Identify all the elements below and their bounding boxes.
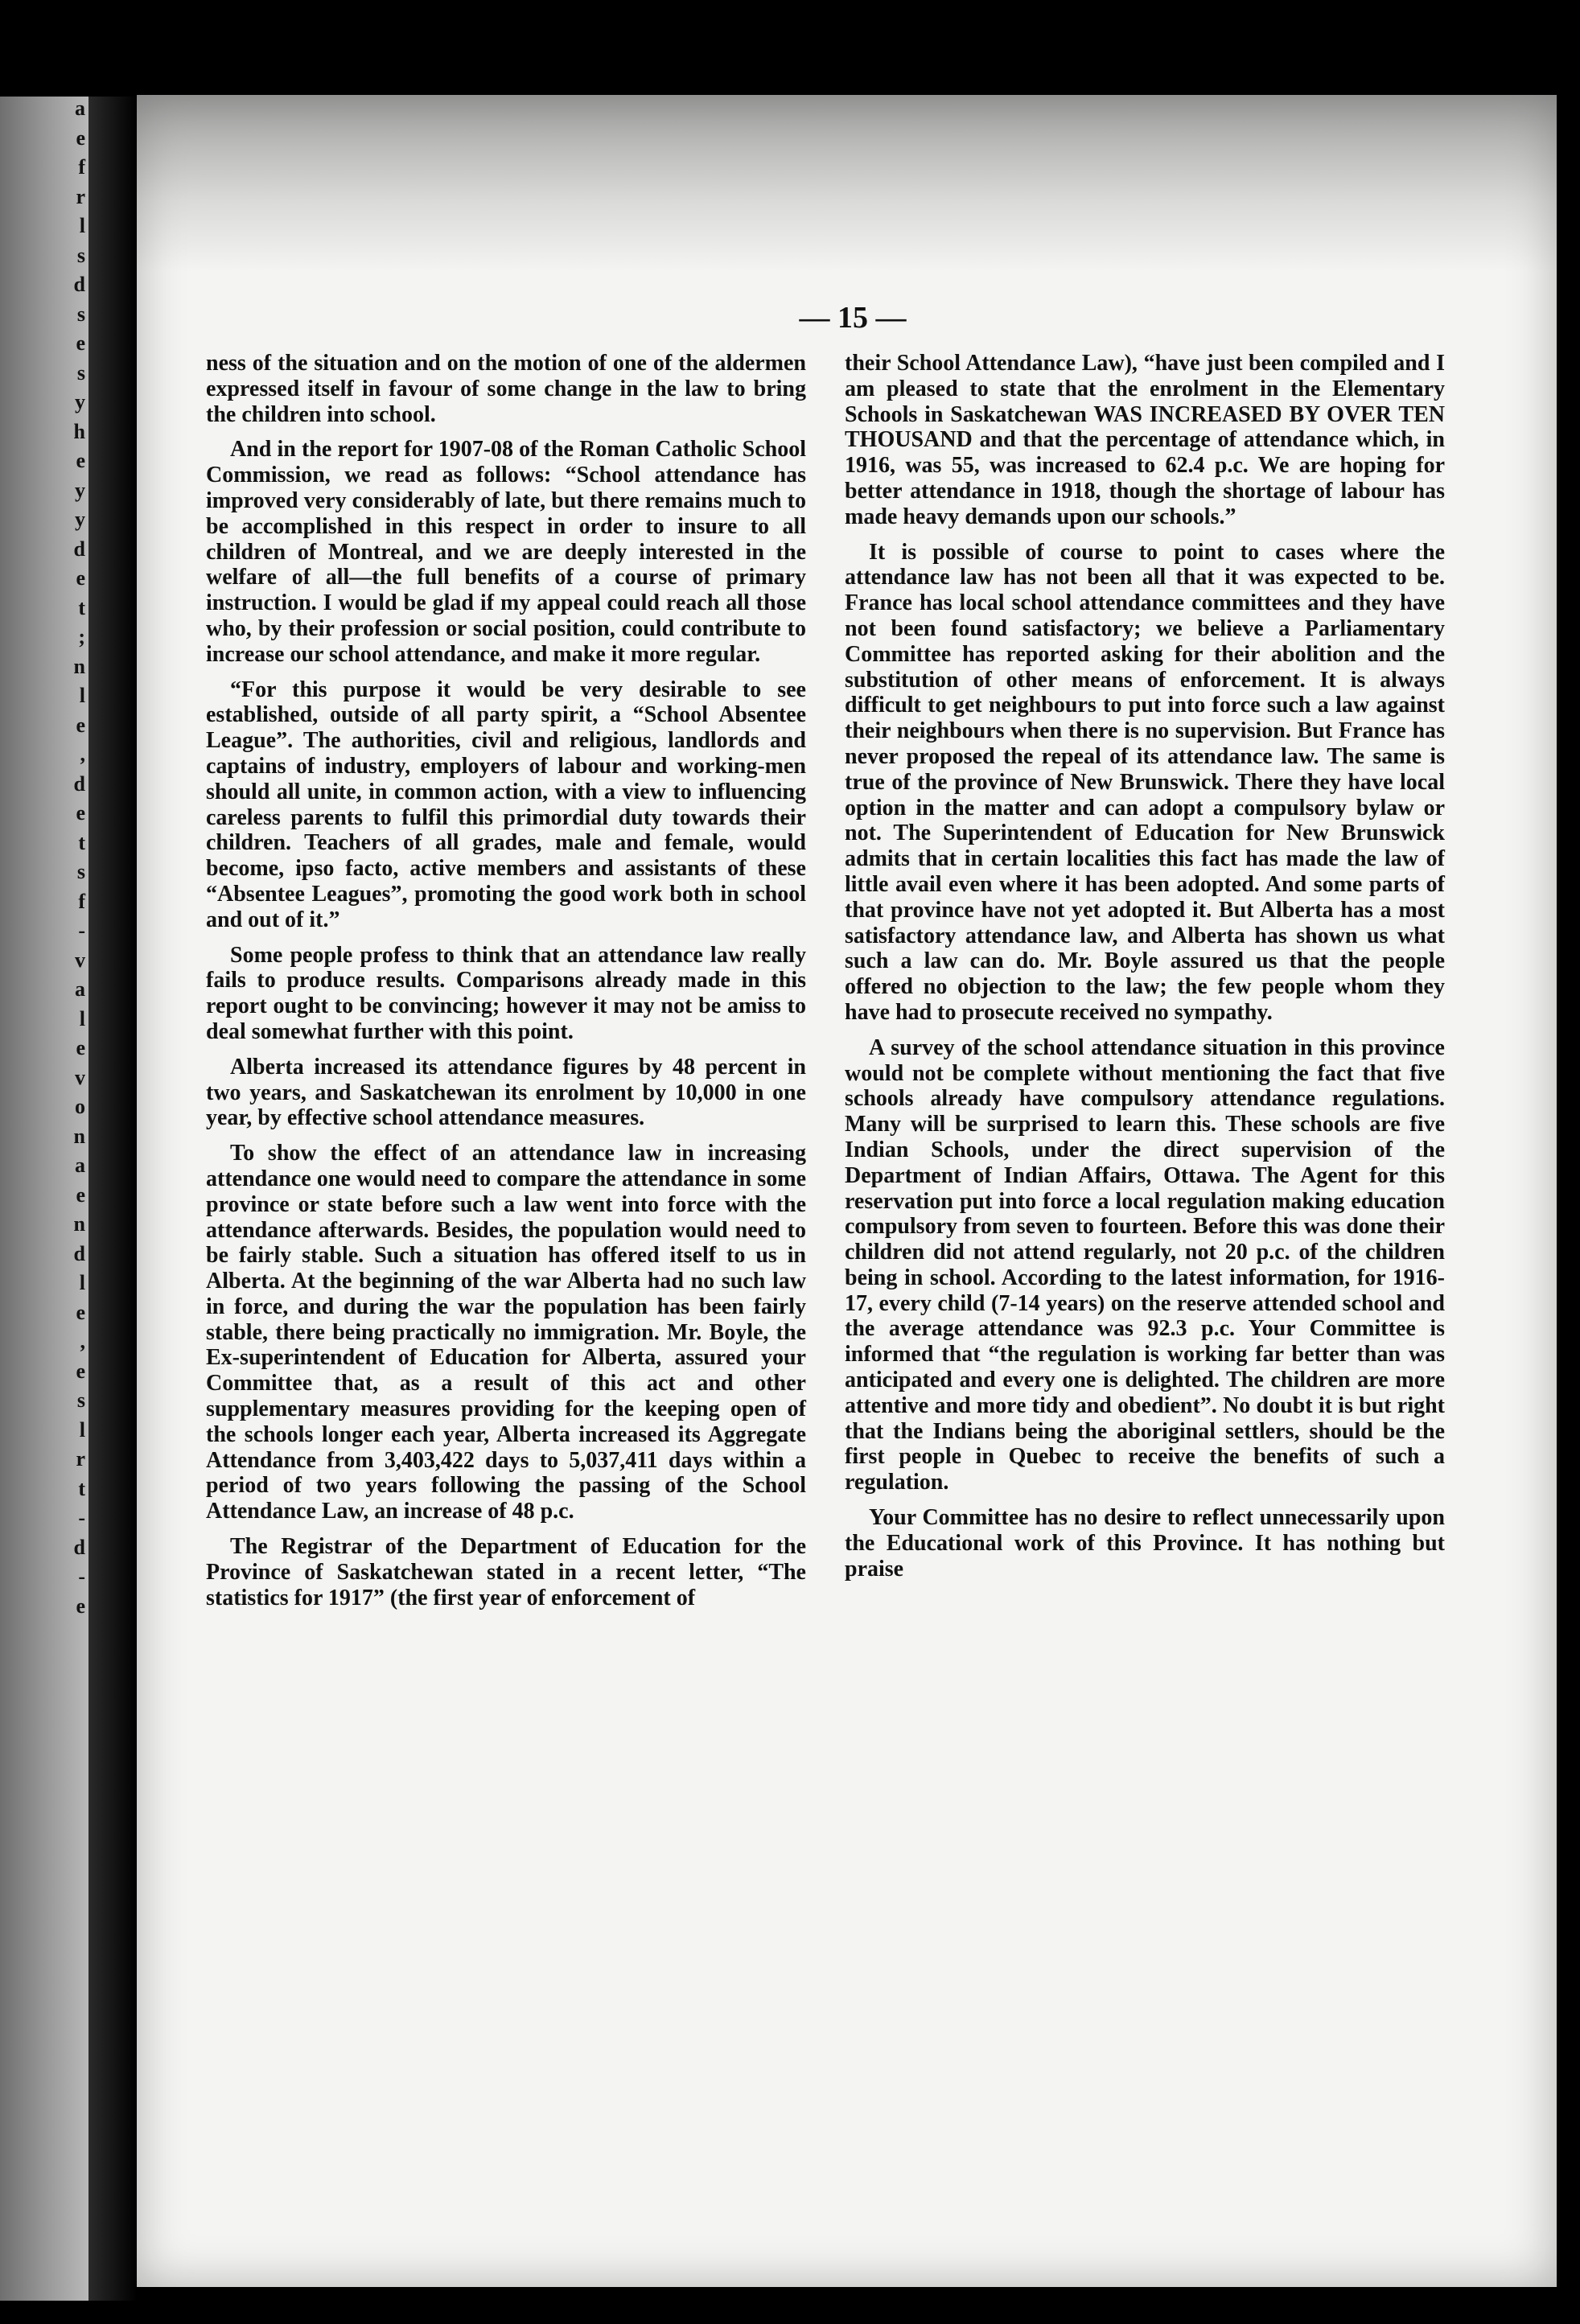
edge-letter: e	[76, 1594, 85, 1618]
edge-letter: e	[76, 331, 85, 355]
edge-letter: -	[78, 1565, 85, 1588]
edge-letter: n	[73, 1212, 85, 1236]
edge-letter: s	[76, 243, 85, 267]
paragraph: It is possible of course to point to cases where the attendance law has not been all that it was expected to be. France has local school attendance committees and they have not been found satisfactory; we believe a Parliamentary Committee has reported asking for their abolition and the substitution of other means of enforcement. It is always difficult to get neighbours to put into force such a law against their neighbours when there is no supervision. But France has never proposed the repeal of its attendance law. The same is true of the province of New Brunswick. There they have local option in the matter and can adopt a compulsory bylaw or not. The Superintendent of Education for New Brunswick admits that in certain localities this fact has made the law of little avail even where it has been adopted. And some parts of that province have not yet adopted it. But Alberta has a most satisfactory attendance law, and Alberta has shown us what such a law can do. Mr. Boyle assured us that the people offered no objection to the law; the few people whom they have had to prosecute received no sympathy.	[845, 539, 1445, 1025]
edge-letter: d	[73, 537, 85, 561]
edge-letter: -	[78, 919, 85, 942]
section-heading: Alberta increased its attendance figures by 48 percent in two years, and Saskatchewan its enrolment by 10,000 in one year, by effective school attendance measures.	[206, 1054, 806, 1131]
edge-letter: f	[78, 889, 85, 913]
edge-letter: y	[75, 390, 85, 413]
edge-letter: e	[76, 801, 85, 825]
right-text-column	[845, 351, 1445, 1591]
edge-letter: a	[75, 977, 85, 1001]
paragraph: And in the report for 1907-08 of the Roman Catholic School Commission, we read as follows: “School attendance has improved very considerably of late, but there remains much to be accomplished in this respect in order to insure to all children of Montreal, and we are deeply interested in the welfare of all—the full benefits of a course of primary instruction. I would be glad if my appeal could reach all those who, by their profession or social position, could contribute to increase our school attendance, and make it more regular.	[206, 437, 806, 667]
edge-letter: e	[76, 1036, 85, 1059]
edge-letter: ,	[80, 1330, 85, 1353]
edge-letter: y	[75, 478, 85, 502]
edge-letter: e	[76, 1183, 85, 1207]
edge-letter: e	[76, 125, 85, 150]
document-page	[137, 95, 1557, 2287]
edge-letter: ,	[80, 742, 85, 766]
paragraph: their School Attendance Law), “have just been compiled and I am pleased to state that the enrolment in the Elementary Schools in Saskatchewan WAS INCREASED BY OVER TEN THOUSAND and that the percentage of attendance which, in 1916, was 55, was increased to 62.4 p.c. We are hoping for better attendance in 1918, though the shortage of labour has made heavy demands upon our schools.”	[845, 351, 1445, 529]
edge-letter: n	[73, 654, 85, 678]
edge-letter: -	[78, 1506, 85, 1529]
paragraph: A survey of the school attendance situation in this province would not be complete without mentioning the fact that five schools already have compulsory attendance regulations. Many will be surprised to learn this. These schools are five Indian Schools, under the direct supervision of the Department of Indian Affairs, Ottawa. The Agent for this reservation put into force a local regulation making education compulsory from seven to fourteen. Before this was done their children did not attend regularly, not 20 p.c. of the children being in school. According to the latest information, for 1916-17, every child (7-14 years) on the reserve attended school and the average attendance was 92.3 p.c. Your Committee is informed that “the regulation is working far better than was anticipated and every one is delighted. The children are more attentive and more tidy and obedient”. No doubt it is but right that the Indians being the aboriginal settlers, should be the first people in Quebec to receive the benefits of such a regulation.	[845, 1034, 1445, 1495]
paragraph: The Registrar of the Department of Education for the Province of Saskatchewan stated in a recent letter, “The statistics for 1917” (the first year of enforcement of	[206, 1534, 806, 1610]
edge-letter: l	[79, 684, 85, 707]
edge-letter: s	[76, 302, 85, 326]
edge-letter: l	[79, 1271, 85, 1294]
left-text-column	[206, 351, 806, 1620]
paragraph: Some people profess to think that an attendance law really fails to produce results. Comparisons already made in this report ought to be convincing; however it may not be amiss to deal somewhat further with this point.	[206, 942, 806, 1044]
paragraph: ness of the situation and on the motion of one of the aldermen expressed itself in favour of some change in the law to bring the children into school.	[206, 351, 806, 427]
edge-letter: t	[78, 1476, 85, 1500]
edge-letter: ;	[78, 625, 85, 648]
paragraph: To show the effect of an attendance law in increasing attendance one would need to compare the attendance in some province or state before such a law went into force with the attendance afterwards. Besides, the population would need to be fairly stable. Such a situation has offered itself to us in Alberta. At the beginning of the war Alberta had no such law in force, and during the war the population has been fairly stable, there being practically no immigration. Mr. Boyle, the Ex-superintendent of Education for Alberta, assured your Committee that, as a result of this act and other supplementary measures providing for the keeping open of the schools longer each year, Alberta increased its Aggregate Attendance from 3,403,422 days to 5,037,411 days within a period of two years following the passing of the School Attendance Law, an increase of 48 p.c.	[206, 1141, 806, 1524]
edge-letter: o	[75, 1095, 85, 1118]
edge-letter: a	[75, 97, 85, 120]
paragraph: “For this purpose it would be very desirable to see established, outside of all party spirit, a “School Absentee League”. The authorities, civil and religious, landlords and captains of industry, employers of labour and working-men should all unite, in common action, with a view to influencing careless parents to fulfil this primordial duty towards their children. Teachers of all grades, male and female, would become, ipso facto, active members and assistants of these “Absentee Leagues”, promoting the good work both in school and out of it.”	[206, 677, 806, 932]
edge-letter: v	[75, 1065, 85, 1089]
edge-letter: l	[79, 1417, 85, 1442]
edge-letter: v	[75, 948, 85, 972]
edge-letter: d	[73, 1535, 85, 1559]
paragraph: Your Committee has no desire to reflect unnecessarily upon the Educational work of this Province. It has nothing but praise	[845, 1505, 1445, 1582]
edge-letter: n	[73, 1124, 85, 1148]
book-spine-shadow	[88, 97, 137, 2301]
edge-letter: s	[76, 360, 85, 385]
edge-letter: r	[76, 1447, 85, 1470]
edge-letter: f	[78, 155, 85, 179]
edge-letter: e	[76, 713, 85, 737]
edge-letter: e	[76, 1359, 85, 1383]
edge-letter: y	[75, 508, 85, 531]
edge-letter: e	[76, 449, 85, 472]
edge-letter: e	[76, 566, 85, 590]
page-number: — 15 —	[799, 301, 907, 335]
edge-letter: d	[73, 273, 85, 296]
edge-letter: d	[73, 771, 85, 796]
edge-letter: l	[79, 1006, 85, 1030]
edge-letter: t	[78, 595, 85, 619]
edge-letter: d	[73, 1241, 85, 1265]
edge-letter: t	[78, 830, 85, 854]
edge-letter: s	[76, 860, 85, 883]
edge-letter: s	[76, 1388, 85, 1412]
edge-letter: h	[73, 419, 85, 443]
edge-letter: l	[79, 214, 85, 237]
edge-letter: a	[75, 1154, 85, 1177]
edge-letter: e	[76, 1300, 85, 1324]
edge-letter: r	[76, 184, 85, 208]
previous-page-edge	[0, 97, 88, 2301]
